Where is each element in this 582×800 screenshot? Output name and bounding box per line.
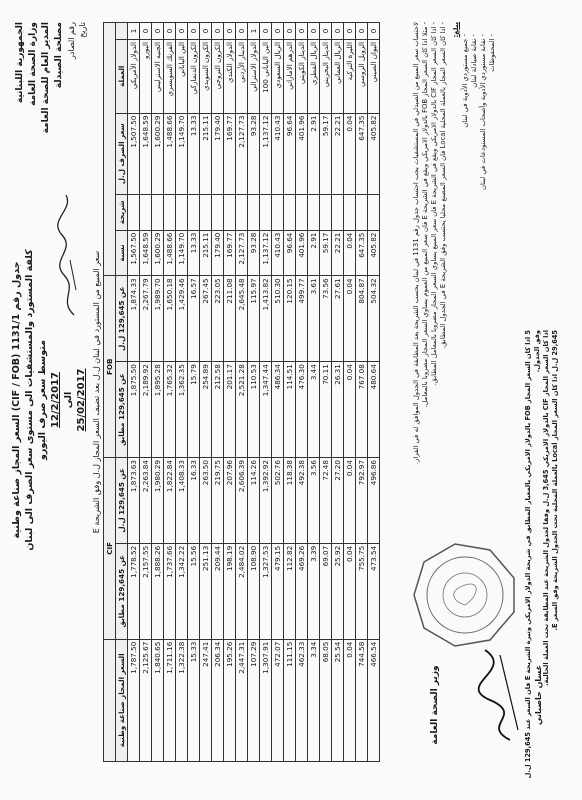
- currency-name-cell: الدينار الأردني: [236, 40, 248, 114]
- value-cell: 1,347.44: [260, 362, 272, 458]
- value-cell: 2,484.02: [236, 543, 248, 639]
- value-cell: 93.28: [248, 113, 260, 194]
- value-cell: 0.04: [344, 113, 356, 194]
- value-cell: 25.92: [332, 543, 344, 639]
- row-index-cell: 0: [212, 23, 224, 40]
- value-cell: 0.04: [344, 230, 356, 276]
- row-index-cell: 0: [164, 23, 176, 40]
- table-header-row: [116, 23, 128, 762]
- table-group-header-cif: CIF: [104, 458, 116, 640]
- value-cell: 3.34: [308, 639, 320, 761]
- value-cell: 1,137.12: [260, 230, 272, 276]
- row-index-cell: 1: [128, 23, 140, 40]
- value-cell: 1,648.59: [140, 230, 152, 276]
- value-cell: 26.31: [332, 362, 344, 458]
- table-row: [260, 23, 272, 762]
- row-index-cell: 0: [356, 23, 368, 40]
- value-cell: [176, 195, 188, 231]
- value-cell: 59.17: [320, 113, 332, 194]
- col-header-fob-lbp: عن 129,645 ل.ل: [116, 276, 128, 362]
- value-cell: [344, 195, 356, 231]
- footer-line: 5 اذا كان السعر المجاز FOB بالدولار الامريكي بالمعيار المطابق في شريحة الدولار الامريكي وتيرة الشريحة E فان السعر عند 129,645 ل.ل وفق الجدول.: [524, 330, 541, 779]
- value-cell: 476.30: [296, 362, 308, 458]
- value-cell: 2,189.92: [140, 362, 152, 458]
- table-group-header-row: [104, 23, 116, 762]
- title-line-2: كلفة المستورد والمستشفيات الى مستوى سعر الصرف الى لبنان: [24, 249, 35, 551]
- value-cell: 2,606.39: [236, 458, 248, 544]
- value-cell: 13.33: [188, 230, 200, 276]
- value-cell: 110.53: [248, 362, 260, 458]
- value-cell: 744.58: [356, 639, 368, 761]
- table-group-header-fob: FOB: [104, 276, 116, 458]
- row-index-cell: 0: [296, 23, 308, 40]
- value-cell: 2,447.31: [236, 639, 248, 761]
- value-cell: 107.29: [248, 639, 260, 761]
- value-cell: 169.77: [224, 230, 236, 276]
- date-label: تاريخ: [78, 22, 87, 38]
- value-cell: 2,127.73: [236, 113, 248, 194]
- row-index-cell: 0: [140, 23, 152, 40]
- table-row: [224, 23, 236, 762]
- table-row: [140, 23, 152, 762]
- currency-name-cell: الريال السعودي: [272, 40, 284, 114]
- value-cell: [200, 195, 212, 231]
- value-cell: 69.07: [320, 543, 332, 639]
- value-cell: 68.05: [320, 639, 332, 761]
- value-cell: 179.40: [212, 230, 224, 276]
- value-cell: 510.30: [272, 276, 284, 362]
- value-cell: 96.64: [284, 230, 296, 276]
- value-cell: 72.48: [320, 458, 332, 544]
- value-cell: 792.97: [356, 458, 368, 544]
- value-cell: 223.05: [212, 276, 224, 362]
- table-row: [188, 23, 200, 762]
- title-line-1: جدول رقم 1131/1 (CIF / FOB) السعر المجاز صناعة وطنية: [11, 261, 22, 539]
- value-cell: 108.90: [248, 543, 260, 639]
- currency-name-cell: الليرة التركية: [344, 40, 356, 114]
- note-line: - مثلا اذا كان السعر المجاز FOB بالدولار الامريكي ويقع في الشريحة E فان سعر المبيع من العموم يساوي السعر المجاز مضروبا بالمعامل.: [421, 22, 429, 408]
- col-header-cif-match: عن 129,645 مطابق: [116, 543, 128, 639]
- recipient-item: - نقابة مستوردي الأدوية وأصحاب المستودعات في لبنان: [479, 34, 487, 191]
- value-cell: 169.77: [224, 113, 236, 194]
- value-cell: 462.33: [296, 639, 308, 761]
- footer-line: اذا كان السعر المجاز CIF بالدولار الامريكي 3,645 ل.ل وفقا لجدول الشريحة عند المطابقة تحت العملة الحالية.: [542, 330, 550, 686]
- value-cell: 15.79: [188, 362, 200, 458]
- value-cell: 201.17: [224, 362, 236, 458]
- row-index-cell: 0: [188, 23, 200, 40]
- table-row: [284, 23, 296, 762]
- value-cell: 1,765.32: [164, 362, 176, 458]
- row-index-cell: 0: [344, 23, 356, 40]
- value-cell: 1,895.28: [152, 362, 164, 458]
- table-row: [212, 23, 224, 762]
- department-line: مصلحة الصيدلة: [54, 22, 64, 89]
- currency-name-cell: الريال القطري: [308, 40, 320, 114]
- value-cell: 22.21: [332, 113, 344, 194]
- handwritten-signature-top: [56, 190, 80, 320]
- table-row: [356, 23, 368, 762]
- value-cell: 502.76: [272, 458, 284, 544]
- table-caption: سعر المبيع من المستورد في لبنان ل.ل بعد تضيف السعر المجاز ل.ل وفق الشريحة E: [92, 250, 101, 534]
- value-cell: 804.87: [356, 276, 368, 362]
- value-cell: 1,989.70: [152, 276, 164, 362]
- value-cell: 120.15: [284, 276, 296, 362]
- value-cell: [188, 195, 200, 231]
- value-cell: 401.96: [296, 230, 308, 276]
- value-cell: 179.40: [212, 113, 224, 194]
- row-index-cell: 0: [260, 23, 272, 40]
- value-cell: 3.39: [308, 543, 320, 639]
- value-cell: 2,645.48: [236, 276, 248, 362]
- value-cell: 2,125.67: [140, 639, 152, 761]
- currency-name-cell: اليوان الصيني: [368, 40, 380, 114]
- table-row: [308, 23, 320, 762]
- value-cell: 27.20: [332, 458, 344, 544]
- value-cell: 1,888.26: [152, 543, 164, 639]
- value-cell: 2,267.79: [140, 276, 152, 362]
- value-cell: 1,507.50: [128, 113, 140, 194]
- row-index-cell: 0: [152, 23, 164, 40]
- footer-line: 29,645 ل.ل اذا كان السعر المجاز Local بالعملة المحلية تحت الجدول الشريحة وفق السعر E.: [551, 330, 559, 631]
- value-cell: 115.97: [248, 276, 260, 362]
- col-header-index: [116, 23, 128, 40]
- row-index-cell: 0: [368, 23, 380, 40]
- date-from: 12/2/2017: [50, 372, 61, 429]
- value-cell: 114.51: [284, 362, 296, 458]
- value-cell: 219.75: [212, 458, 224, 544]
- table-group-header-blank: [104, 23, 116, 276]
- table-row: [128, 23, 140, 762]
- table-row: [272, 23, 284, 762]
- table-row: [368, 23, 380, 762]
- value-cell: 1,429.46: [176, 276, 188, 362]
- directorate-line: المدير العام للصحة العامة: [41, 22, 51, 134]
- value-cell: 647.35: [356, 230, 368, 276]
- col-header-cif-lbp: عن 129,645 ل.ل: [116, 458, 128, 544]
- value-cell: [368, 195, 380, 231]
- value-cell: 73.56: [320, 276, 332, 362]
- value-cell: 0.04: [344, 639, 356, 761]
- value-cell: 118.38: [284, 458, 296, 544]
- value-cell: 2,263.84: [140, 458, 152, 544]
- table-row: [152, 23, 164, 762]
- value-cell: 70.11: [320, 362, 332, 458]
- currency-name-cell: الدرهم الاماراتي: [284, 40, 296, 114]
- value-cell: 111.15: [284, 639, 296, 761]
- currency-name-cell: الكرون النروجي: [212, 40, 224, 114]
- official-stamp: [410, 540, 520, 650]
- value-cell: 480.64: [368, 362, 380, 458]
- col-header-currency: العملة: [116, 40, 128, 114]
- value-cell: 1,874.33: [128, 276, 140, 362]
- recipient-item: - نقابة صيادلة لبنان: [470, 34, 478, 88]
- row-index-cell: 0: [200, 23, 212, 40]
- note-line: - اذا كان السعر المجاز CIF بالدولار الامريكي ويقع في الشريحة E فان سعر المبيع يساوي السعر المجاز مضروبا بالمعامل المطابق.: [430, 22, 438, 386]
- value-cell: 215.11: [200, 230, 212, 276]
- table-row: [200, 23, 212, 762]
- col-header-local-price: السعر المجاز صناعة وطنية: [116, 639, 128, 761]
- value-cell: [284, 195, 296, 231]
- value-cell: 112.82: [284, 543, 296, 639]
- row-index-cell: 0: [308, 23, 320, 40]
- value-cell: 1,840.65: [152, 639, 164, 761]
- value-cell: 267.45: [200, 276, 212, 362]
- value-cell: [308, 195, 320, 231]
- value-cell: 1,648.59: [140, 113, 152, 194]
- value-cell: 254.89: [200, 362, 212, 458]
- value-cell: [320, 195, 332, 231]
- footer-notes: [524, 330, 560, 780]
- date-to: 25/02/2017: [76, 368, 87, 432]
- value-cell: 401.96: [296, 113, 308, 194]
- value-cell: 22.21: [332, 230, 344, 276]
- value-cell: 1,737.66: [164, 543, 176, 639]
- value-cell: 114.26: [248, 458, 260, 544]
- row-index-cell: 0: [272, 23, 284, 40]
- date-separator: الى: [63, 391, 74, 409]
- value-cell: 0.04: [344, 458, 356, 544]
- value-cell: [296, 195, 308, 231]
- exchange-rate-table-section: [92, 22, 380, 762]
- row-index-cell: 0: [332, 23, 344, 40]
- value-cell: 1,413.82: [260, 276, 272, 362]
- value-cell: [272, 195, 284, 231]
- currency-name-cell: الين الياباني 100: [260, 40, 272, 114]
- stamp-seal-icon: [410, 540, 520, 650]
- value-cell: 1,822.84: [164, 458, 176, 544]
- value-cell: 1,327.53: [260, 543, 272, 639]
- value-cell: 405.82: [368, 230, 380, 276]
- value-cell: 1,488.66: [164, 230, 176, 276]
- value-cell: 1,392.92: [260, 458, 272, 544]
- value-cell: 1,650.18: [164, 276, 176, 362]
- value-cell: 486.34: [272, 362, 284, 458]
- value-cell: 15.56: [188, 543, 200, 639]
- value-cell: 1,149.70: [176, 230, 188, 276]
- value-cell: 0.04: [344, 276, 356, 362]
- value-cell: [164, 195, 176, 231]
- value-cell: 3.61: [308, 276, 320, 362]
- minister-name: غسان حاصباني: [534, 664, 543, 726]
- exchange-rate-table: [103, 22, 380, 762]
- value-cell: 410.43: [272, 230, 284, 276]
- signature-scribble-icon: [56, 190, 80, 320]
- table-group-header-blank-2: [104, 639, 116, 761]
- value-cell: 1,873.63: [128, 458, 140, 544]
- currency-name-cell: الريال العماني: [332, 40, 344, 114]
- row-index-cell: 0: [320, 23, 332, 40]
- republic-line: الجمهورية اللبنانية: [15, 22, 25, 104]
- value-cell: 1,137.12: [260, 113, 272, 194]
- value-cell: 492.38: [296, 458, 308, 544]
- recipients-title: يبلغ:: [452, 22, 460, 38]
- value-cell: [224, 195, 236, 231]
- note-line: لاحتساب سعر المبيع من الصيدلي في المستشفيات يجب احتساب جدول رقم 1131 في لبنان بحسب الشريحة بعد المطابقة في الجدول الموافق له في القرار.: [412, 22, 420, 465]
- value-cell: 472.07: [272, 639, 284, 761]
- value-cell: 209.44: [212, 543, 224, 639]
- value-cell: 1,488.66: [164, 113, 176, 194]
- value-cell: 25.54: [332, 639, 344, 761]
- table-row: [332, 23, 344, 762]
- value-cell: 0.04: [344, 543, 356, 639]
- value-cell: 479.15: [272, 543, 284, 639]
- reference-number-label: رقم الصادر: [67, 22, 76, 60]
- value-cell: [236, 195, 248, 231]
- value-cell: 1,322.38: [176, 639, 188, 761]
- value-cell: 2,157.55: [140, 543, 152, 639]
- value-cell: 215.11: [200, 113, 212, 194]
- ministry-line: وزارة الصحة العامة: [28, 22, 38, 106]
- value-cell: 405.82: [368, 113, 380, 194]
- value-cell: 3.44: [308, 362, 320, 458]
- recipients-list: [461, 22, 497, 542]
- recipient-item: - جميع مستوردي الأدوية في لبنان: [461, 34, 469, 128]
- currency-name-cell: الين الياباني: [176, 40, 188, 114]
- value-cell: 1,307.91: [260, 639, 272, 761]
- value-cell: 504.32: [368, 276, 380, 362]
- ministry-header: [14, 22, 88, 192]
- currency-name-cell: الروبل الروسي: [356, 40, 368, 114]
- table-row: [176, 23, 188, 762]
- value-cell: 195.26: [224, 639, 236, 761]
- row-index-cell: 0: [224, 23, 236, 40]
- value-cell: [140, 195, 152, 231]
- value-cell: 1,600.29: [152, 113, 164, 194]
- table-body: [128, 23, 380, 762]
- value-cell: 13.33: [188, 113, 200, 194]
- currency-name-cell: الكرون السويدي: [200, 40, 212, 114]
- col-header-ratio: نسبة: [116, 230, 128, 276]
- value-cell: 496.86: [368, 458, 380, 544]
- value-cell: 2.91: [308, 230, 320, 276]
- value-cell: 2,127.73: [236, 230, 248, 276]
- value-cell: 16.33: [188, 458, 200, 544]
- value-cell: 198.19: [224, 543, 236, 639]
- value-cell: 96.64: [284, 113, 296, 194]
- value-cell: 466.54: [368, 639, 380, 761]
- value-cell: [212, 195, 224, 231]
- value-cell: [260, 195, 272, 231]
- value-cell: 59.17: [320, 230, 332, 276]
- value-cell: [128, 195, 140, 231]
- note-line: - اذا كان السعر المجاز بالعملة المحلية Local فان السعر المصنع محليا يحتسب وفق الشريحة E في الجدول المطابق.: [439, 22, 447, 349]
- table-row: [296, 23, 308, 762]
- table-row: [164, 23, 176, 762]
- value-cell: 410.43: [272, 113, 284, 194]
- value-cell: 1,778.52: [128, 543, 140, 639]
- value-cell: 647.35: [356, 113, 368, 194]
- recipient-item: - المحفوظات: [488, 34, 496, 72]
- value-cell: 469.26: [296, 543, 308, 639]
- value-cell: 1,711.16: [164, 639, 176, 761]
- value-cell: 212.58: [212, 362, 224, 458]
- value-cell: 2,521.28: [236, 362, 248, 458]
- title-line-3: متوسط سعر صرف اليورو: [37, 340, 48, 460]
- value-cell: 2.91: [308, 113, 320, 194]
- table-row: [320, 23, 332, 762]
- signature-scribble-icon: [470, 640, 530, 750]
- value-cell: 93.28: [248, 230, 260, 276]
- value-cell: 27.61: [332, 276, 344, 362]
- currency-name-cell: الدولار الكندي: [224, 40, 236, 114]
- value-cell: 206.34: [212, 639, 224, 761]
- table-row: [248, 23, 260, 762]
- value-cell: 3.56: [308, 458, 320, 544]
- currency-name-cell: الجنيه الاسترليني: [152, 40, 164, 114]
- value-cell: 251.13: [200, 543, 212, 639]
- value-cell: 16.57: [188, 276, 200, 362]
- currency-name-cell: الدينار الكويتي: [296, 40, 308, 114]
- notes-section: [412, 22, 497, 542]
- minister-signature: [470, 640, 543, 750]
- minister-block: [430, 640, 440, 770]
- col-header-fob-match: عن 129,645 مطابق: [116, 362, 128, 458]
- value-cell: 1,875.50: [128, 362, 140, 458]
- value-cell: [248, 195, 260, 231]
- row-index-cell: 0: [236, 23, 248, 40]
- value-cell: 1,342.22: [176, 543, 188, 639]
- currency-name-cell: الدينار البحريني: [320, 40, 332, 114]
- col-header-tier: شريحة: [116, 195, 128, 231]
- currency-name-cell: الدولار الاسترالي: [248, 40, 260, 114]
- value-cell: [152, 195, 164, 231]
- currency-name-cell: الكرون الدنماركي: [188, 40, 200, 114]
- value-cell: 0.04: [344, 362, 356, 458]
- table-row: [344, 23, 356, 762]
- value-cell: 1,600.29: [152, 230, 164, 276]
- currency-name-cell: الدولار الأمريكي: [128, 40, 140, 114]
- row-index-cell: 0: [176, 23, 188, 40]
- col-header-rate: سعر الصرف ل.ل: [116, 113, 128, 194]
- value-cell: [356, 195, 368, 231]
- value-cell: 473.54: [368, 543, 380, 639]
- row-index-cell: 1: [248, 23, 260, 40]
- value-cell: 499.77: [296, 276, 308, 362]
- value-cell: 1,362.35: [176, 362, 188, 458]
- currency-name-cell: الفرنك السويسري: [164, 40, 176, 114]
- value-cell: 1,149.70: [176, 113, 188, 194]
- value-cell: [332, 195, 344, 231]
- table-row: [236, 23, 248, 762]
- value-cell: 211.08: [224, 276, 236, 362]
- value-cell: 1,567.50: [128, 230, 140, 276]
- value-cell: 15.33: [188, 639, 200, 761]
- row-index-cell: 0: [284, 23, 296, 40]
- currency-name-cell: اليورو: [140, 40, 152, 114]
- value-cell: 767.08: [356, 362, 368, 458]
- minister-title: وزير الصحة العامة: [430, 665, 440, 745]
- value-cell: 1,787.50: [128, 639, 140, 761]
- value-cell: 1,980.29: [152, 458, 164, 544]
- value-cell: 207.96: [224, 458, 236, 544]
- value-cell: 263.50: [200, 458, 212, 544]
- value-cell: 1,408.33: [176, 458, 188, 544]
- value-cell: 755.75: [356, 543, 368, 639]
- value-cell: 247.41: [200, 639, 212, 761]
